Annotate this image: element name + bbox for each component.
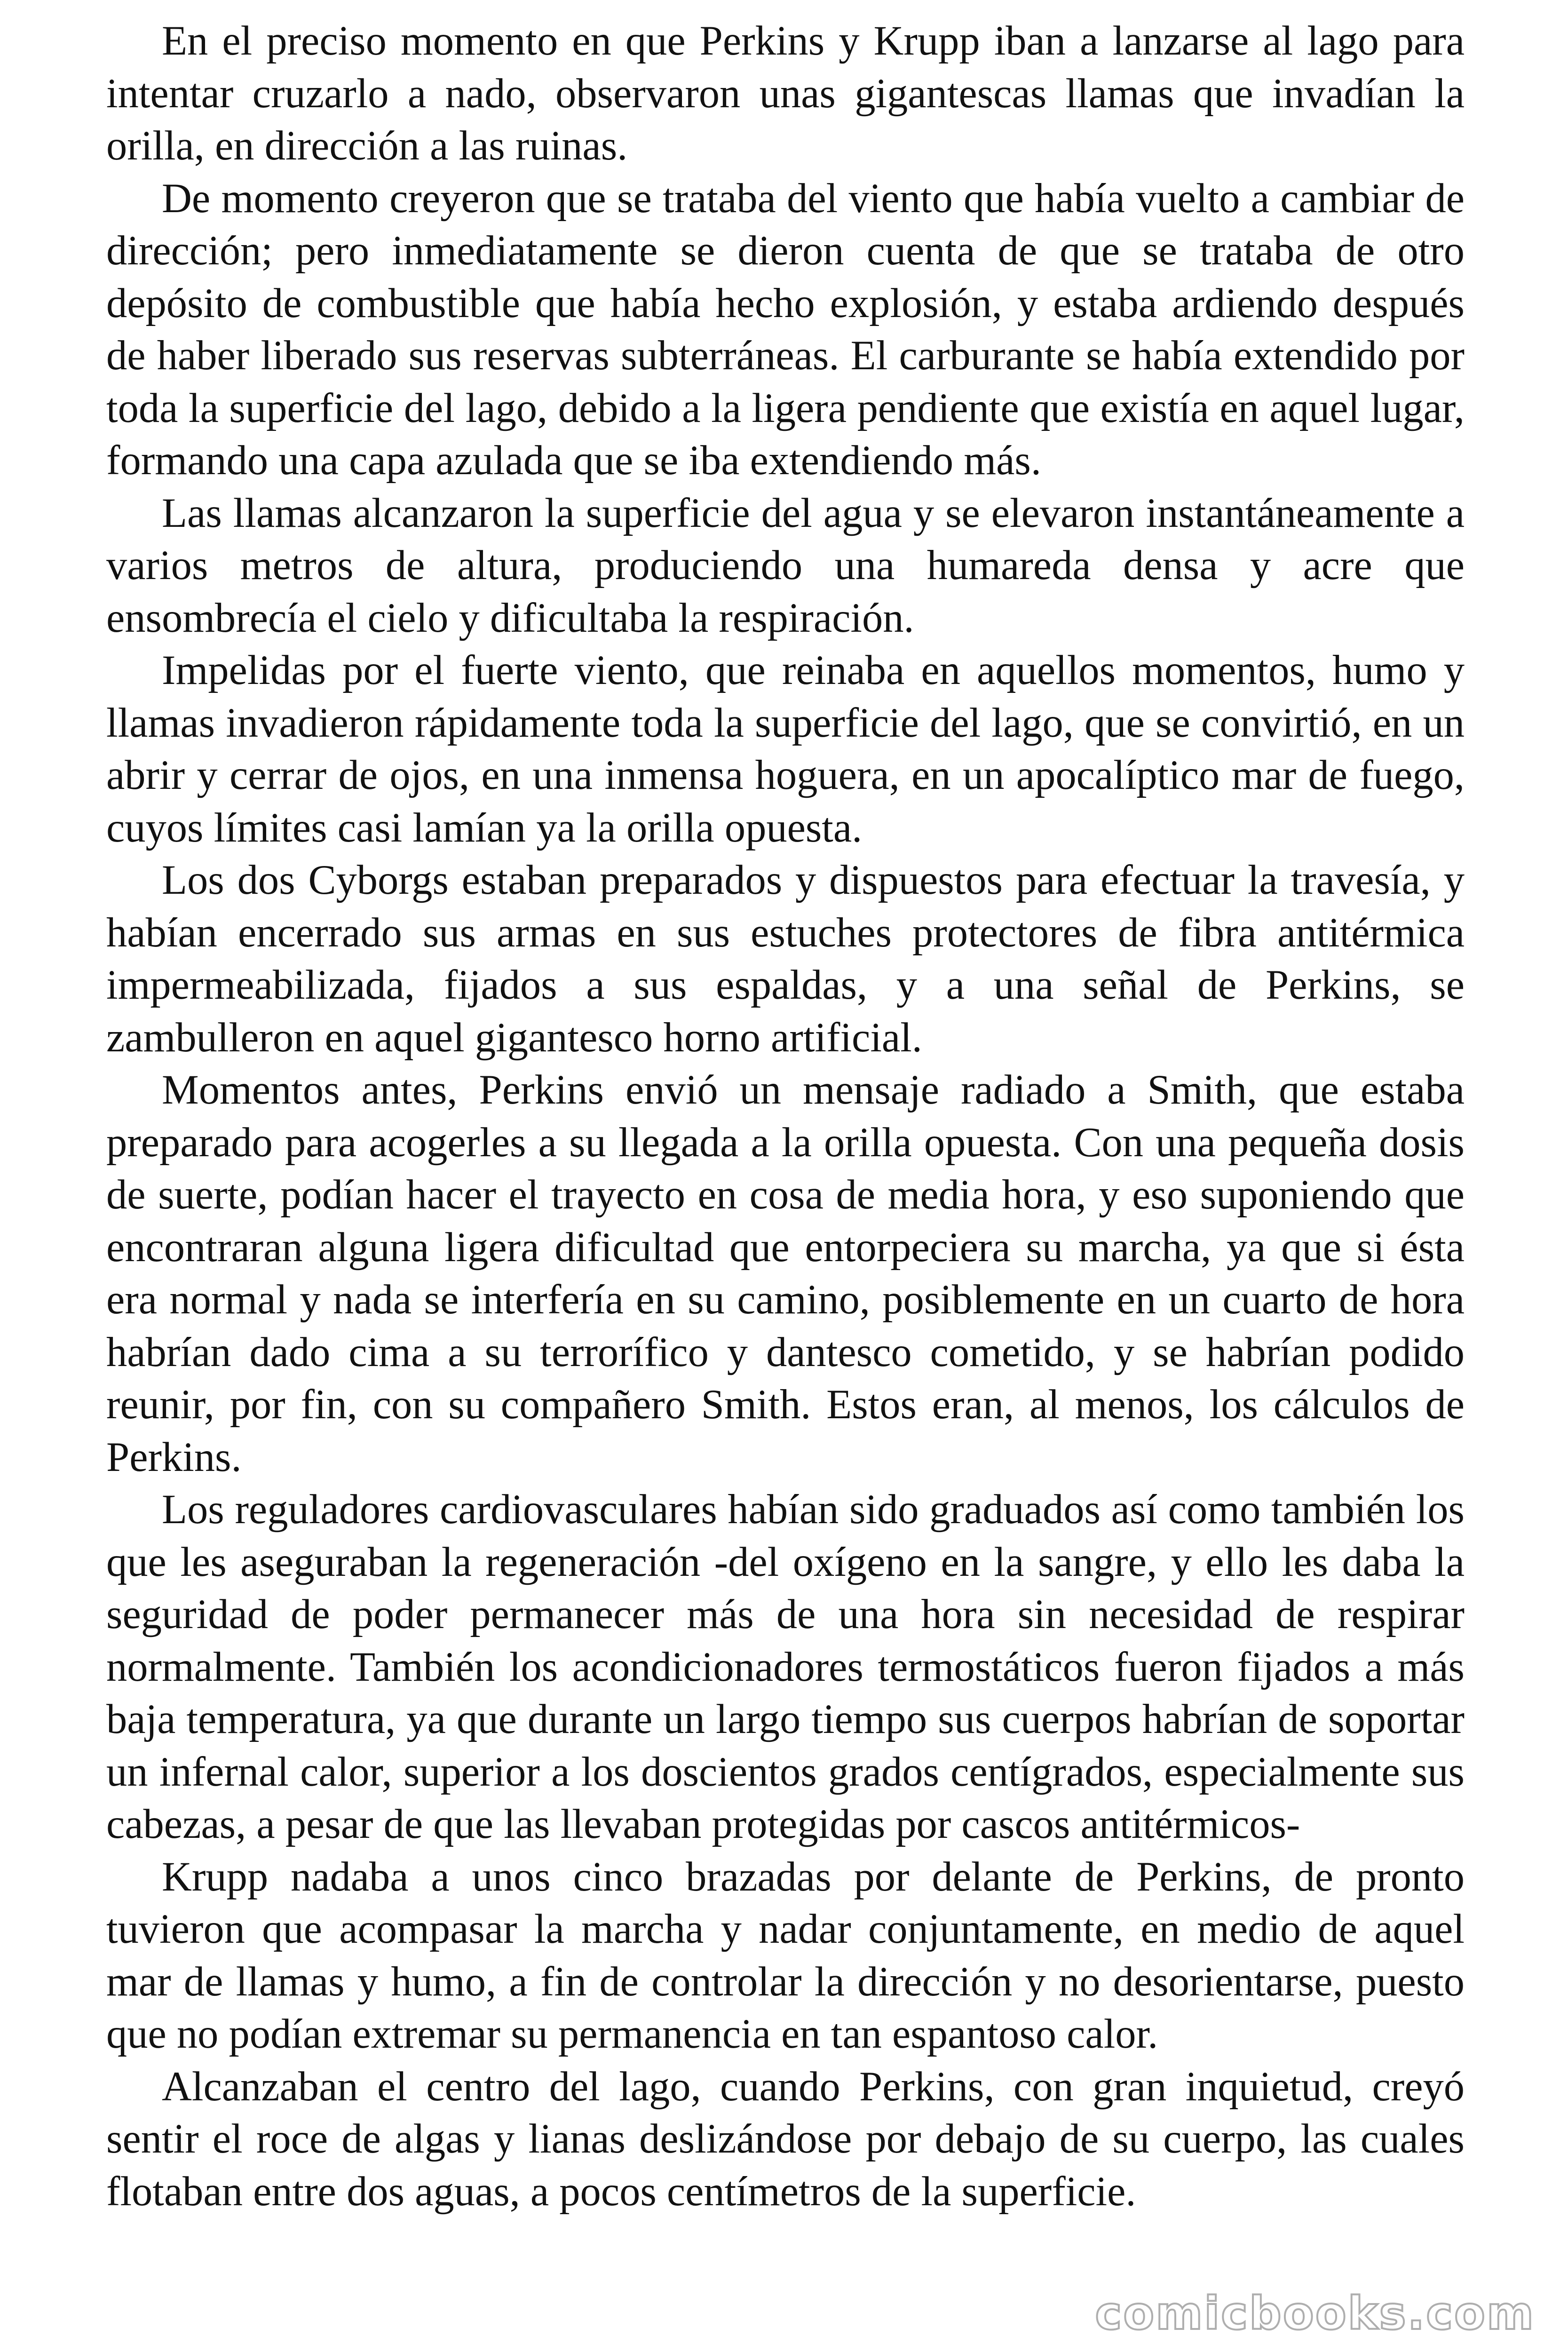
- paragraph-2: De momento creyeron que se trataba del viento que había vuelto a cambiar de dirección; pero inmediatamente se dieron cuenta de que se trataba de otro depósito de combustible que había hecho explosión, y estaba ardiendo después de haber liberado sus reservas subterráneas. El carburante se había extendido por toda la superficie del lago, debido a la ligera pendiente que existía en aquel lugar, formando una capa azulada que se iba extendiendo más.: [106, 175, 1465, 484]
- page-body: [106, 15, 1465, 2218]
- paragraph-6: Momentos antes, Perkins envió un mensaje radiado a Smith, que estaba preparado para acogerles a su llegada a la orilla opuesta. Con una pequeña dosis de suerte, podían hacer el trayecto en cosa de media hora, y eso suponiendo que encontraran alguna ligera dificultad que entorpeciera su marcha, ya que si ésta era normal y nada se interfería en su camino, posiblemente en un cuarto de hora habrían dado cima a su terrorífico y dantesco cometido, y se habrían podido reunir, por fin, con su compañero Smith. Estos eran, al menos, los cálculos de Perkins.: [106, 1067, 1465, 1480]
- paragraph-7: Los reguladores cardiovasculares habían sido graduados así como también los que les aseguraban la regeneración -del oxígeno en la sangre, y ello les daba la seguridad de poder permanecer más de una hora sin necesidad de respirar normalmente. También los acondicionadores termostáticos fueron fijados a más baja temperatura, ya que durante un largo tiempo sus cuerpos habrían de soportar un infernal calor, superior a los doscientos grados centígrados, especialmente sus cabezas, a pesar de que las llevaban protegidas por cascos antitérmicos-: [106, 1486, 1465, 1847]
- paragraph-1: En el preciso momento en que Perkins y Krupp iban a lanzarse al lago para intentar cruzarlo a nado, observaron unas gigantescas llamas que invadían la orilla, en dirección a las ruinas.: [106, 18, 1465, 169]
- paragraph-9: Alcanzaban el centro del lago, cuando Perkins, con gran inquietud, creyó sentir el roce de algas y lianas deslizándose por debajo de su cuerpo, las cuales flotaban entre dos aguas, a pocos centímetros de la superficie.: [106, 2063, 1465, 2215]
- paragraph-3: Las llamas alcanzaron la superficie del agua y se elevaron instantáneamente a varios metros de altura, produciendo una humareda densa y acre que ensombrecía el cielo y dificultaba la respiración.: [106, 490, 1465, 641]
- watermark: comicbooks.com: [1095, 2287, 1535, 2340]
- paragraph-8: Krupp nadaba a unos cinco brazadas por delante de Perkins, de pronto tuvieron que acompasar la marcha y nadar conjuntamente, en medio de aquel mar de llamas y humo, a fin de controlar la dirección y no desorientarse, puesto que no podían extremar su permanencia en tan espantoso calor.: [106, 1853, 1465, 2057]
- paragraph-5: Los dos Cyborgs estaban preparados y dispuestos para efectuar la travesía, y habían encerrado sus armas en sus estuches protectores de fibra antitérmica impermeabilizada, fijados a sus espaldas, y a una señal de Perkins, se zambulleron en aquel gigantesco horno artificial.: [106, 857, 1465, 1061]
- paragraph-4: Impelidas por el fuerte viento, que reinaba en aquellos momentos, humo y llamas invadieron rápidamente toda la superficie del lago, que se convirtió, en un abrir y cerrar de ojos, en una inmensa hoguera, en un apocalíptico mar de fuego, cuyos límites casi lamían ya la orilla opuesta.: [106, 647, 1465, 851]
